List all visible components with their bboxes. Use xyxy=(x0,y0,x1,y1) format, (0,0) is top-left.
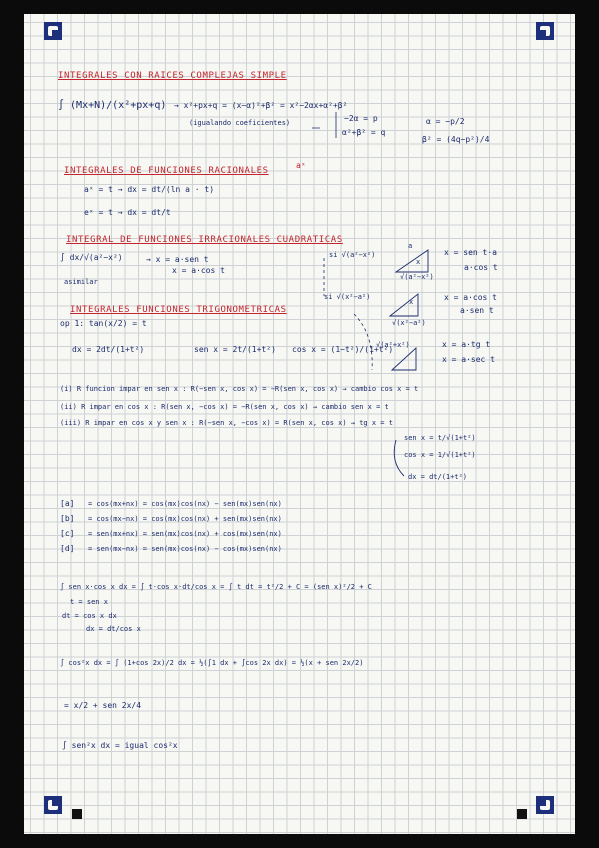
s4-cos: cos x = (1−t²)/(1+t²) xyxy=(292,345,394,354)
identity-a: = cos(mx+nx) = cos(mx)cos(nx) − sen(mx)sen(nx) xyxy=(88,500,282,508)
heading-rational-sup: aˣ xyxy=(296,161,306,170)
example2-line-3: ∫ sen²x dx = igual cos²x xyxy=(62,741,178,750)
s2-line-2: eˣ = t → dx = dt/t xyxy=(84,208,171,217)
s3-result-1a: x = sen t·a xyxy=(444,248,497,257)
identity-a-label: [a] xyxy=(60,499,75,508)
notebook-page xyxy=(24,14,575,834)
s3-result-2a: x = a·cos t xyxy=(444,293,497,302)
identity-b: = cos(mx−nx) = cos(mx)cos(nx) + sen(mx)sen(nx) xyxy=(88,515,282,523)
s1-igualando: (igualando coeficientes) xyxy=(189,119,291,127)
identity-b-label: [b] xyxy=(60,514,75,523)
identity-c: = sen(mx+nx) = sen(mx)cos(nx) + cos(mx)sen(nx) xyxy=(88,530,282,538)
s1-result-1: α = −p/2 xyxy=(426,117,465,126)
s3-tri2-side: x xyxy=(409,298,414,306)
s3-integral: ∫ dx/√(a²−x²) xyxy=(60,253,123,262)
example1-line-2: t = sen x xyxy=(70,598,108,606)
s3-si-1: si √(a²−x²) xyxy=(329,251,376,259)
s2-line-1: aˣ = t → dx = dt/(ln a · t) xyxy=(84,185,215,194)
s3-result-1b: a·cos t xyxy=(464,263,498,272)
s3-result-2b: a·sen t xyxy=(460,306,494,315)
heading-complex-roots: INTEGRALES CON RAICES COMPLEJAS SIMPLE xyxy=(58,71,287,81)
s4-case-3: (iii) R impar en cos x y sen x : R(−sen x, −cos x) = R(sen x, cos x) → tg x = t xyxy=(60,419,393,427)
heading-irrational: INTEGRAL DE FUNCIONES IRRACIONALES CUADRATICAS xyxy=(66,235,343,245)
s3-result-3b: x = a·sec t xyxy=(442,355,495,364)
s1-system-1: −2α = p xyxy=(344,114,378,123)
example1-line-4: dx = dt/cos x xyxy=(86,625,141,633)
s1-arrow-equation: → x²+px+q = (x−α)²+β² = x²−2αx+α²+β² xyxy=(174,101,348,110)
s3-arrow-1: → x = a·sen t xyxy=(146,255,209,264)
s4-derived-cos: cos x = 1/√(1+t²) xyxy=(404,451,476,459)
s3-tri1-side: x xyxy=(416,258,421,266)
s3-tri2-base: √(x²−a²) xyxy=(392,319,426,327)
s3-tri1-hyp: a xyxy=(408,242,413,250)
s1-system-2: α²+β² = q xyxy=(342,128,386,137)
s1-integral: ∫ (Mx+N)/(x²+px+q) xyxy=(58,100,167,111)
s3-result-3a: x = a·tg t xyxy=(442,340,491,349)
s4-derived-dx: dx = dt/(1+t²) xyxy=(408,473,468,481)
identity-d-label: [d] xyxy=(60,544,75,553)
s4-derived-sen: sen x = t/√(1+t²) xyxy=(404,434,476,442)
s3-tri1-base: √(a²−x²) xyxy=(400,273,434,281)
s4-dx: dx = 2dt/(1+t²) xyxy=(72,345,145,354)
s3-si-3: √(a²+x²) xyxy=(376,341,410,349)
heading-trig: INTEGRALES FUNCIONES TRIGONOMETRICAS xyxy=(70,305,287,315)
example1-line-1: ∫ sen x·cos x dx = ∫ t·cos x·dt/cos x = ∫ t dt = t²/2 + C = (sen x)²/2 + C xyxy=(60,583,372,591)
identity-c-label: [c] xyxy=(60,529,75,538)
example1-line-3: dt = cos x dx xyxy=(62,612,117,620)
s4-op: op 1: tan(x/2) = t xyxy=(60,319,147,328)
identity-d: = sen(mx−nx) = sen(mx)cos(nx) − cos(mx)sen(nx) xyxy=(88,545,282,553)
s3-si-2: si √(x²−a²) xyxy=(324,293,371,301)
handwriting-strokes xyxy=(24,14,575,834)
s3-asimilar: asimilar xyxy=(64,278,98,286)
heading-rational: INTEGRALES DE FUNCIONES RACIONALES xyxy=(64,166,269,176)
s4-case-2: (ii) R impar en cos x : R(sen x, −cos x) = −R(sen x, cos x) → cambio sen x = t xyxy=(60,403,389,411)
s4-case-1: (i) R funcion impar en sen x : R(−sen x, cos x) = −R(sen x, cos x) → cambio cos x = t xyxy=(60,385,419,393)
s4-sen: sen x = 2t/(1+t²) xyxy=(194,345,276,354)
example2-line-2: = x/2 + sen 2x/4 xyxy=(64,701,142,710)
s1-result-2: β² = (4q−p²)/4 xyxy=(422,135,490,144)
example2-line-1: ∫ cos²x dx = ∫ (1+cos 2x)/2 dx = ½(∫1 dx + ∫cos 2x dx) = ½(x + sen 2x/2) xyxy=(60,659,364,667)
s3-arrow-2: x = a·cos t xyxy=(172,266,225,275)
